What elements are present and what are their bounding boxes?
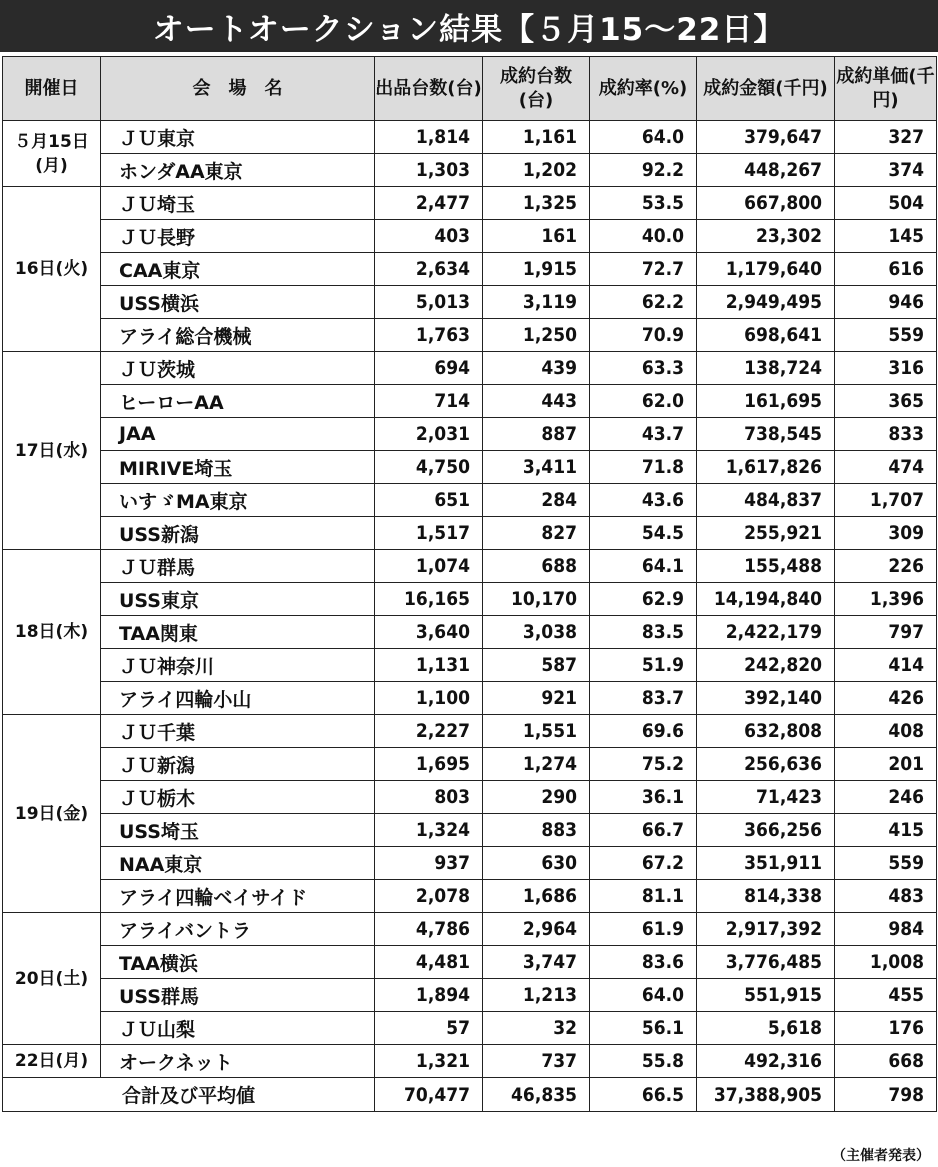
venue-cell: アライ四輪小山 — [101, 682, 375, 715]
page-title: オートオークション結果【５月15〜22日】 — [152, 11, 786, 48]
unit-price-cell: 946 — [835, 286, 937, 319]
amount-cell: 161,695 — [697, 385, 835, 418]
unit-price-cell: 415 — [835, 814, 937, 847]
listed-cell: 694 — [375, 352, 483, 385]
total-row — [3, 1078, 937, 1112]
total-unit-price: 798 — [835, 1078, 937, 1112]
venue-cell: ＪＵ群馬 — [101, 550, 375, 583]
table-row — [3, 154, 937, 187]
amount-cell: 814,338 — [697, 880, 835, 913]
listed-cell: 1,100 — [375, 682, 483, 715]
venue-cell: USS新潟 — [101, 517, 375, 550]
header-rate: 成約率(%) — [590, 57, 697, 121]
unit-price-cell: 797 — [835, 616, 937, 649]
unit-price-cell: 414 — [835, 649, 937, 682]
listed-cell: 1,131 — [375, 649, 483, 682]
rate-cell: 72.7 — [590, 253, 697, 286]
contracted-cell: 439 — [483, 352, 590, 385]
contracted-cell: 3,119 — [483, 286, 590, 319]
results-table — [2, 56, 937, 1112]
table-row — [3, 550, 937, 583]
table-row — [3, 286, 937, 319]
rate-cell: 83.6 — [590, 946, 697, 979]
unit-price-cell: 309 — [835, 517, 937, 550]
venue-cell: ＪＵ新潟 — [101, 748, 375, 781]
rate-cell: 83.5 — [590, 616, 697, 649]
listed-cell: 1,763 — [375, 319, 483, 352]
contracted-cell: 827 — [483, 517, 590, 550]
venue-cell: JAA — [101, 418, 375, 451]
unit-price-cell: 455 — [835, 979, 937, 1012]
venue-cell: ＪＵ神奈川 — [101, 649, 375, 682]
contracted-cell: 737 — [483, 1045, 590, 1078]
amount-cell: 551,915 — [697, 979, 835, 1012]
table-row — [3, 352, 937, 385]
rate-cell: 64.0 — [590, 979, 697, 1012]
rate-cell: 75.2 — [590, 748, 697, 781]
table-row — [3, 418, 937, 451]
table-row — [3, 649, 937, 682]
amount-cell: 14,194,840 — [697, 583, 835, 616]
venue-cell: NAA東京 — [101, 847, 375, 880]
venue-cell: MIRIVE埼玉 — [101, 451, 375, 484]
contracted-cell: 587 — [483, 649, 590, 682]
contracted-cell: 1,202 — [483, 154, 590, 187]
listed-cell: 2,477 — [375, 187, 483, 220]
table-row — [3, 1045, 937, 1078]
table-body — [3, 121, 937, 1112]
rate-cell: 62.0 — [590, 385, 697, 418]
amount-cell: 5,618 — [697, 1012, 835, 1045]
amount-cell: 23,302 — [697, 220, 835, 253]
listed-cell: 2,078 — [375, 880, 483, 913]
amount-cell: 3,776,485 — [697, 946, 835, 979]
table-row — [3, 847, 937, 880]
unit-price-cell: 327 — [835, 121, 937, 154]
listed-cell: 1,074 — [375, 550, 483, 583]
table-row — [3, 517, 937, 550]
total-amount: 37,388,905 — [697, 1078, 835, 1112]
unit-price-cell: 984 — [835, 913, 937, 946]
venue-cell: いすゞMA東京 — [101, 484, 375, 517]
venue-cell: ＪＵ長野 — [101, 220, 375, 253]
listed-cell: 937 — [375, 847, 483, 880]
venue-cell: TAA横浜 — [101, 946, 375, 979]
unit-price-cell: 408 — [835, 715, 937, 748]
header-row — [3, 57, 937, 121]
amount-cell: 242,820 — [697, 649, 835, 682]
rate-cell: 51.9 — [590, 649, 697, 682]
listed-cell: 403 — [375, 220, 483, 253]
rate-cell: 70.9 — [590, 319, 697, 352]
amount-cell: 392,140 — [697, 682, 835, 715]
listed-cell: 2,227 — [375, 715, 483, 748]
venue-cell: ＪＵ山梨 — [101, 1012, 375, 1045]
rate-cell: 56.1 — [590, 1012, 697, 1045]
unit-price-cell: 201 — [835, 748, 937, 781]
contracted-cell: 1,250 — [483, 319, 590, 352]
total-listed: 70,477 — [375, 1078, 483, 1112]
header-date: 開催日 — [3, 57, 101, 121]
date-cell: 18日(木) — [3, 550, 101, 715]
amount-cell: 632,808 — [697, 715, 835, 748]
unit-price-cell: 226 — [835, 550, 937, 583]
venue-cell: ＪＵ東京 — [101, 121, 375, 154]
venue-cell: ホンダAA東京 — [101, 154, 375, 187]
contracted-cell: 3,038 — [483, 616, 590, 649]
listed-cell: 3,640 — [375, 616, 483, 649]
table-row — [3, 187, 937, 220]
date-cell: ５月15日(月) — [3, 121, 101, 187]
venue-cell: CAA東京 — [101, 253, 375, 286]
table-row — [3, 253, 937, 286]
unit-price-cell: 504 — [835, 187, 937, 220]
rate-cell: 53.5 — [590, 187, 697, 220]
table-row — [3, 748, 937, 781]
table-row — [3, 880, 937, 913]
table-row — [3, 583, 937, 616]
venue-cell: USS東京 — [101, 583, 375, 616]
amount-cell: 155,488 — [697, 550, 835, 583]
unit-price-cell: 145 — [835, 220, 937, 253]
venue-cell: USS埼玉 — [101, 814, 375, 847]
rate-cell: 63.3 — [590, 352, 697, 385]
contracted-cell: 921 — [483, 682, 590, 715]
rate-cell: 69.6 — [590, 715, 697, 748]
table-row — [3, 814, 937, 847]
listed-cell: 1,303 — [375, 154, 483, 187]
listed-cell: 1,894 — [375, 979, 483, 1012]
unit-price-cell: 246 — [835, 781, 937, 814]
listed-cell: 1,814 — [375, 121, 483, 154]
rate-cell: 36.1 — [590, 781, 697, 814]
amount-cell: 448,267 — [697, 154, 835, 187]
listed-cell: 714 — [375, 385, 483, 418]
contracted-cell: 2,964 — [483, 913, 590, 946]
table-row — [3, 715, 937, 748]
unit-price-cell: 668 — [835, 1045, 937, 1078]
unit-price-cell: 1,396 — [835, 583, 937, 616]
amount-cell: 1,179,640 — [697, 253, 835, 286]
date-cell: 19日(金) — [3, 715, 101, 913]
rate-cell: 64.0 — [590, 121, 697, 154]
rate-cell: 43.6 — [590, 484, 697, 517]
header-amount: 成約金額(千円) — [697, 57, 835, 121]
venue-cell: アライ総合機械 — [101, 319, 375, 352]
rate-cell: 43.7 — [590, 418, 697, 451]
listed-cell: 2,031 — [375, 418, 483, 451]
contracted-cell: 3,747 — [483, 946, 590, 979]
amount-cell: 255,921 — [697, 517, 835, 550]
venue-cell: USS横浜 — [101, 286, 375, 319]
unit-price-cell: 483 — [835, 880, 937, 913]
venue-cell: アライバントラ — [101, 913, 375, 946]
contracted-cell: 887 — [483, 418, 590, 451]
contracted-cell: 290 — [483, 781, 590, 814]
rate-cell: 64.1 — [590, 550, 697, 583]
amount-cell: 2,949,495 — [697, 286, 835, 319]
rate-cell: 62.9 — [590, 583, 697, 616]
unit-price-cell: 426 — [835, 682, 937, 715]
listed-cell: 651 — [375, 484, 483, 517]
date-cell: 22日(月) — [3, 1045, 101, 1078]
table-row — [3, 220, 937, 253]
listed-cell: 1,517 — [375, 517, 483, 550]
listed-cell: 2,634 — [375, 253, 483, 286]
table-row — [3, 385, 937, 418]
amount-cell: 366,256 — [697, 814, 835, 847]
unit-price-cell: 374 — [835, 154, 937, 187]
contracted-cell: 1,213 — [483, 979, 590, 1012]
date-cell: 17日(水) — [3, 352, 101, 550]
unit-price-cell: 616 — [835, 253, 937, 286]
date-cell: 20日(土) — [3, 913, 101, 1045]
contracted-cell: 32 — [483, 1012, 590, 1045]
total-contracted: 46,835 — [483, 1078, 590, 1112]
header-unit-price: 成約単価(千円) — [835, 57, 937, 121]
footnote: （主催者発表） — [832, 1148, 930, 1164]
listed-cell: 1,324 — [375, 814, 483, 847]
table-row — [3, 484, 937, 517]
amount-cell: 698,641 — [697, 319, 835, 352]
venue-cell: ヒーローAA — [101, 385, 375, 418]
venue-cell: ＪＵ埼玉 — [101, 187, 375, 220]
contracted-cell: 10,170 — [483, 583, 590, 616]
rate-cell: 66.7 — [590, 814, 697, 847]
rate-cell: 61.9 — [590, 913, 697, 946]
contracted-cell: 1,551 — [483, 715, 590, 748]
total-rate: 66.5 — [590, 1078, 697, 1112]
amount-cell: 738,545 — [697, 418, 835, 451]
listed-cell: 1,695 — [375, 748, 483, 781]
contracted-cell: 443 — [483, 385, 590, 418]
contracted-cell: 1,686 — [483, 880, 590, 913]
unit-price-cell: 474 — [835, 451, 937, 484]
unit-price-cell: 559 — [835, 847, 937, 880]
contracted-cell: 630 — [483, 847, 590, 880]
rate-cell: 71.8 — [590, 451, 697, 484]
rate-cell: 83.7 — [590, 682, 697, 715]
contracted-cell: 1,274 — [483, 748, 590, 781]
table-row — [3, 121, 937, 154]
amount-cell: 351,911 — [697, 847, 835, 880]
unit-price-cell: 365 — [835, 385, 937, 418]
unit-price-cell: 1,707 — [835, 484, 937, 517]
contracted-cell: 3,411 — [483, 451, 590, 484]
table-row — [3, 913, 937, 946]
contracted-cell: 161 — [483, 220, 590, 253]
unit-price-cell: 833 — [835, 418, 937, 451]
listed-cell: 57 — [375, 1012, 483, 1045]
venue-cell: アライ四輪ベイサイド — [101, 880, 375, 913]
header-contracted: 成約台数(台) — [483, 57, 590, 121]
table-row — [3, 451, 937, 484]
venue-cell: TAA関東 — [101, 616, 375, 649]
rate-cell: 67.2 — [590, 847, 697, 880]
rate-cell: 81.1 — [590, 880, 697, 913]
amount-cell: 667,800 — [697, 187, 835, 220]
table-row — [3, 616, 937, 649]
rate-cell: 62.2 — [590, 286, 697, 319]
table-row — [3, 682, 937, 715]
amount-cell: 492,316 — [697, 1045, 835, 1078]
rate-cell: 55.8 — [590, 1045, 697, 1078]
amount-cell: 256,636 — [697, 748, 835, 781]
venue-cell: オークネット — [101, 1045, 375, 1078]
table-row — [3, 1012, 937, 1045]
date-cell: 16日(火) — [3, 187, 101, 352]
unit-price-cell: 1,008 — [835, 946, 937, 979]
rate-cell: 54.5 — [590, 517, 697, 550]
unit-price-cell: 559 — [835, 319, 937, 352]
amount-cell: 71,423 — [697, 781, 835, 814]
amount-cell: 1,617,826 — [697, 451, 835, 484]
listed-cell: 4,750 — [375, 451, 483, 484]
table-row — [3, 781, 937, 814]
amount-cell: 484,837 — [697, 484, 835, 517]
contracted-cell: 1,161 — [483, 121, 590, 154]
table-row — [3, 979, 937, 1012]
total-label: 合計及び平均値 — [3, 1078, 375, 1112]
venue-cell: ＪＵ茨城 — [101, 352, 375, 385]
contracted-cell: 1,325 — [483, 187, 590, 220]
amount-cell: 2,422,179 — [697, 616, 835, 649]
header-venue: 会 場 名 — [101, 57, 375, 121]
contracted-cell: 1,915 — [483, 253, 590, 286]
amount-cell: 138,724 — [697, 352, 835, 385]
unit-price-cell: 316 — [835, 352, 937, 385]
listed-cell: 803 — [375, 781, 483, 814]
unit-price-cell: 176 — [835, 1012, 937, 1045]
venue-cell: ＪＵ千葉 — [101, 715, 375, 748]
listed-cell: 1,321 — [375, 1045, 483, 1078]
table-row — [3, 946, 937, 979]
rate-cell: 92.2 — [590, 154, 697, 187]
contracted-cell: 284 — [483, 484, 590, 517]
listed-cell: 4,481 — [375, 946, 483, 979]
rate-cell: 40.0 — [590, 220, 697, 253]
table-row — [3, 319, 937, 352]
listed-cell: 16,165 — [375, 583, 483, 616]
listed-cell: 4,786 — [375, 913, 483, 946]
contracted-cell: 688 — [483, 550, 590, 583]
title-bar — [0, 0, 938, 52]
amount-cell: 379,647 — [697, 121, 835, 154]
venue-cell: ＪＵ栃木 — [101, 781, 375, 814]
header-listed: 出品台数(台) — [375, 57, 483, 121]
listed-cell: 5,013 — [375, 286, 483, 319]
venue-cell: USS群馬 — [101, 979, 375, 1012]
amount-cell: 2,917,392 — [697, 913, 835, 946]
contracted-cell: 883 — [483, 814, 590, 847]
